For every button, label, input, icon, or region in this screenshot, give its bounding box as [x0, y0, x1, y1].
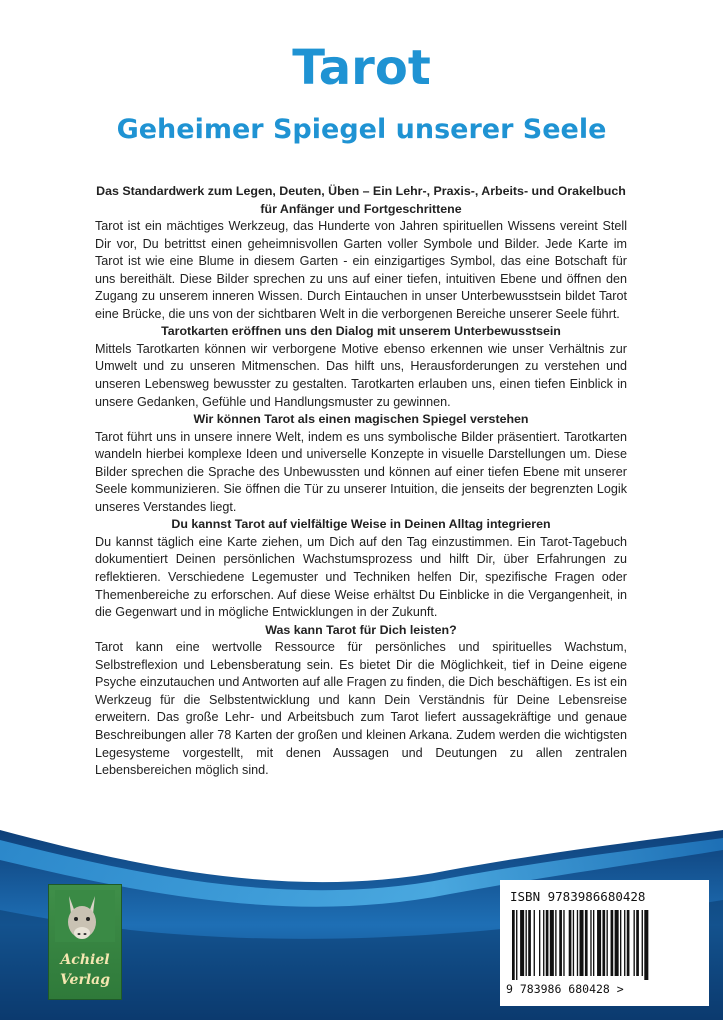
barcode-bar: [607, 910, 608, 976]
barcode-bar: [516, 910, 517, 980]
barcode-bar: [550, 910, 554, 976]
section-heading: Das Standardwerk zum Legen, Deuten, Üben – Ein Lehr-, Praxis-, Arbeits- und Orakelbuch für Anfänger und Fortgeschrittene: [96, 184, 626, 216]
barcode-bar: [602, 910, 605, 976]
publisher-logo: [48, 884, 122, 1000]
barcode-bar: [528, 910, 531, 976]
barcode-bar: [543, 910, 544, 976]
barcode-bar: [555, 910, 556, 976]
barcode-bar: [563, 910, 564, 976]
barcode-bar: [577, 910, 578, 976]
barcode-digits: 9 783986 680428 >: [506, 982, 624, 996]
barcode-bar: [597, 910, 601, 976]
isbn-barcode: [500, 880, 709, 1006]
barcode-bar: [590, 910, 591, 976]
barcode-bar: [620, 910, 621, 976]
barcode-bar: [580, 910, 584, 976]
barcode-bar: [539, 910, 540, 976]
barcode-bar: [636, 910, 639, 976]
barcode-bar: [534, 910, 535, 976]
barcode-bars: [510, 910, 700, 980]
section-paragraph: Tarot kann eine wertvolle Ressource für persönliches und spirituelles Wachstum, Selbstreflexion und Lebensberatung sein. Es bietet Dir die Möglichkeit, tief in Deine eigene Psyche einzutauchen und Antworten auf alle Fragen zu finden, die Dich beschäftigen. Es ist ein Werkzeug für die Selbstentwicklung und kann Dein Verständnis für Deine Lebensreise erweitern. Das große Lehr- und Arbeitsbuch zum Tarot liefert aussagekräftige und genaue Beschreibungen aller 78 Karten der großen und kleinen Arkana. Zudem werden die wichtigsten Legesysteme vorgestellt, mit denen Aussagen und Deutungen zu allen zentralen Lebensbereichen möglich sind.: [95, 640, 627, 778]
book-subtitle: Geheimer Spiegel unserer Seele: [116, 114, 607, 145]
publisher-name-line2: Verlag: [59, 972, 111, 988]
barcode-bar: [634, 910, 635, 976]
barcode-bar: [624, 910, 625, 976]
publisher-name-line1: Achiel: [60, 952, 110, 968]
section-heading: Wir können Tarot als einen magischen Spiegel verstehen: [193, 412, 529, 427]
barcode-bar: [585, 910, 588, 976]
barcode-bar: [512, 910, 515, 980]
barcode-bar: [573, 910, 574, 976]
donkey-icon: [55, 890, 115, 942]
barcode-bar: [615, 910, 619, 976]
blurb-text: [95, 183, 627, 780]
barcode-bar: [642, 910, 643, 976]
section-heading: Tarotkarten eröffnen uns den Dialog mit unserem Unterbewusstsein: [161, 324, 561, 339]
section-paragraph: Tarot ist ein mächtiges Werkzeug, das Hunderte von Jahren spirituellen Wissens vereint Stell Dir vor, Du betrittst einen geheimnisvollen Garten voller Symbole und Bilder. Jede Karte im Tarot ist wie eine Blume in diesem Garten - ein einzigartiges Symbol, das eine Botschaft für uns bereithält. Diese Bilder sprechen zu uns auf einer tiefen, intuitiven Ebene und öffnen den Zugang zu unserem inneren Wissen. Durch Eintauchen in unser Unterbewusstsein bildet Tarot eine Brücke, die uns von der sichtbaren Welt in die verborgenen Bereiche unserer Seele führt.: [95, 219, 627, 321]
barcode-bar: [559, 910, 562, 976]
barcode-bar: [526, 910, 527, 976]
section-heading: Was kann Tarot für Dich leisten?: [265, 622, 457, 637]
barcode-bar: [644, 910, 648, 980]
section-heading: Du kannst Tarot auf vielfältige Weise in Deinen Alltag integrieren: [171, 517, 551, 532]
barcode-bar: [569, 910, 572, 976]
barcode-bar: [611, 910, 614, 976]
section-paragraph: Du kannst täglich eine Karte ziehen, um Dich auf den Tag einzustimmen. Ein Tarot-Tagebuch dokumentiert Deinen persönlichen Wachstumsprozess und hilft Dir, über Erfahrungen zu reflektieren. Verschiedene Legemuster und Techniken helfen Dir, spezifische Fragen oder Themenbereiche zu erforschen. Auf diese Weise erhältst Du Einblicke in die Vergangenheit, in die Gegenwart und in mögliche Entwicklungen in der Zukunft.: [95, 534, 627, 620]
barcode-bar: [546, 910, 549, 976]
barcode-bar: [520, 910, 524, 976]
barcode-bar: [627, 910, 630, 976]
barcode-bar: [593, 910, 594, 976]
section-paragraph: Tarot führt uns in unsere innere Welt, indem es uns symbolische Bilder präsentiert. Tarotkarten wandeln hierbei komplexe Ideen und universelle Konzepte in visuelle Darstellungen um. Diese Bilder sprechen die Sprache des Unbewussten und können auf einer tiefen Ebene mit unserer Seele kommunizieren. Sie öffnen die Tür zu unserer Intuition, die jenseits der begrenzten Logik unseres Verstandes liegt.: [95, 429, 627, 514]
isbn-label: ISBN 9783986680428: [510, 889, 646, 904]
book-title: Tarot: [292, 40, 431, 96]
section-paragraph: Mittels Tarotkarten können wir verborgene Motive ebenso erkennen wie unser Verhältnis zur Umwelt und zu unseren Mitmenschen. Das hilft uns, Herausforderungen zu verstehen und unseren Lebensweg bewusster zu gestalten. Tarotkarten erlauben uns, einen tiefen Einblick in unsere Gedanken, Gefühle und Handlungsmuster zu gewinnen.: [95, 341, 627, 409]
